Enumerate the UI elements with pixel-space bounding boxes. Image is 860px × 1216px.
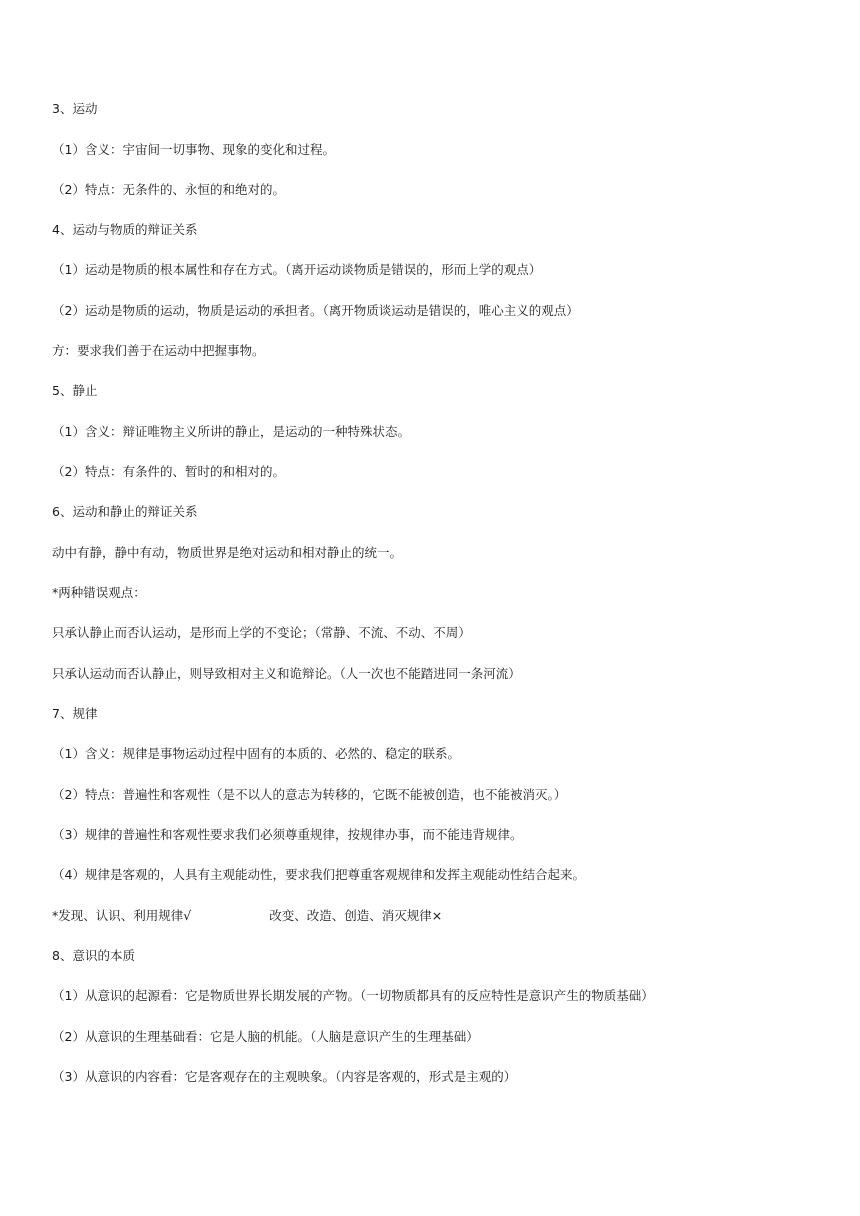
paragraph: （3）规律的普遍性和客观性要求我们必须尊重规律，按规律办事，而不能违背规律。 xyxy=(52,827,523,842)
heading-motion-stillness-relation: 6、运动和静止的辩证关系 xyxy=(52,504,198,519)
paragraph: （1）运动是物质的根本属性和存在方式。（离开运动谈物质是错误的，形而上学的观点） xyxy=(52,262,542,277)
paragraph: 只承认静止而否认运动，是形而上学的不变论；（常静、不流、不动、不周） xyxy=(52,625,471,640)
paragraph: （2）从意识的生理基础看：它是人脑的机能。（人脑是意识产生的生理基础） xyxy=(52,1029,479,1044)
heading-consciousness-essence: 8、意识的本质 xyxy=(52,948,135,963)
paragraph: （1）含义：辩证唯物主义所讲的静止，是运动的一种特殊状态。 xyxy=(52,424,410,439)
heading-stillness: 5、静止 xyxy=(52,383,98,398)
rule-note-line xyxy=(52,908,442,924)
paragraph: （1）从意识的起源看：它是物质世界长期发展的产物。（一切物质都具有的反应特性是意识产生的物质基础） xyxy=(52,988,654,1003)
paragraph: （1）含义：规律是事物运动过程中固有的本质的、必然的、稳定的联系。 xyxy=(52,746,460,761)
paragraph: （3）从意识的内容看：它是客观存在的主观映象。（内容是客观的，形式是主观的） xyxy=(52,1069,517,1084)
paragraph: 动中有静，静中有动，物质世界是绝对运动和相对静止的统一。 xyxy=(52,545,403,560)
paragraph: （2）特点：有条件的、暂时的和相对的。 xyxy=(52,464,285,479)
paragraph: （2）特点：普遍性和客观性（是不以人的意志为转移的，它既不能被创造，也不能被消灭。） xyxy=(52,787,567,802)
rule-note-forbidden: 改变、改造、创造、消灭规律× xyxy=(269,908,443,923)
paragraph: 方：要求我们善于在运动中把握事物。 xyxy=(52,343,265,358)
heading-motion: 3、运动 xyxy=(52,101,98,116)
rule-note-allowed: *发现、认识、利用规律√ xyxy=(52,908,192,923)
paragraph: *两种错误观点： xyxy=(52,585,146,600)
paragraph: （1）含义：宇宙间一切事物、现象的变化和过程。 xyxy=(52,142,335,157)
paragraph: 只承认运动而否认静止，则导致相对主义和诡辩论。（人一次也不能踏进同一条河流） xyxy=(52,666,521,681)
paragraph: （2）运动是物质的运动，物质是运动的承担者。（离开物质谈运动是错误的，唯心主义的观点） xyxy=(52,303,579,318)
paragraph: （4）规律是客观的，人具有主观能动性，要求我们把尊重客观规律和发挥主观能动性结合起来。 xyxy=(52,867,585,882)
heading-motion-matter-relation: 4、运动与物质的辩证关系 xyxy=(52,222,198,237)
heading-law: 7、规律 xyxy=(52,706,98,721)
paragraph: （2）特点：无条件的、永恒的和绝对的。 xyxy=(52,182,285,197)
